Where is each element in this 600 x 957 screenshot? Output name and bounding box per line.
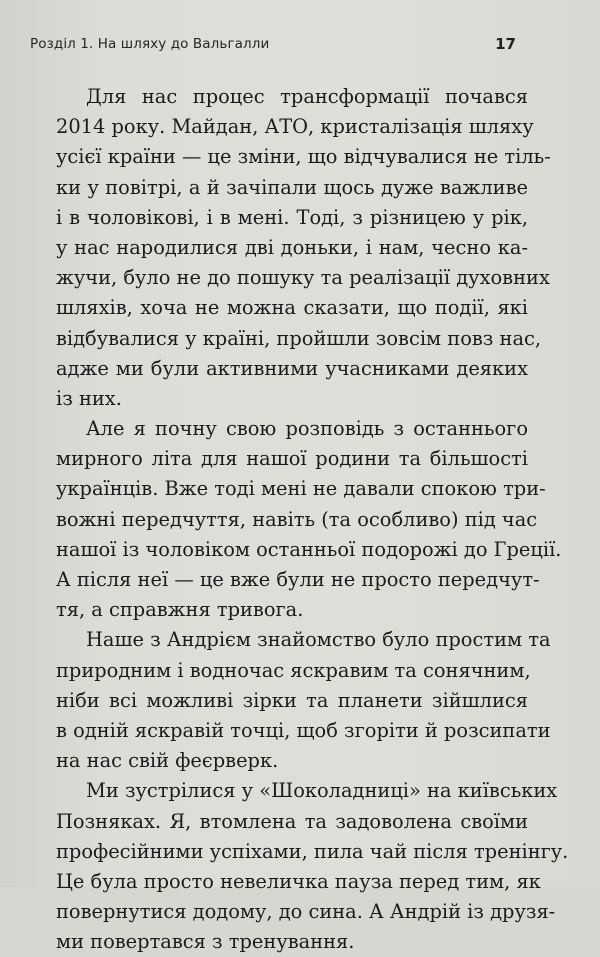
text-line: А після неї — це вже були не просто передчут- [56,568,540,591]
paragraph-2 [56,414,562,625]
text-line: Але я почну свою розповідь з останнього [86,417,528,441]
text-line: і в чоловікові, і в мені. Тоді, з різницею у рік, [56,205,528,229]
text-line: відбувалися у країні, пройшли зовсім повз нас, [56,326,542,350]
text-line: повернутися додому, до сина. А Андрій із друзя- [56,900,556,924]
text-line: ми повертався з тренування. [56,930,355,954]
text-line: на нас свій феєрверк. [56,749,279,773]
text-line: Для нас процес трансформації почався [86,85,528,108]
paragraph-3 [56,625,551,776]
text-line: в одній яскравій точці, щоб згоріти й розсипати [56,718,551,742]
text-line: Це була просто невеличка пауза перед тим, як [56,869,541,893]
text-line: із них. [56,386,122,410]
text-line: 2014 року. Майдан, АТО, кристалізація шляху [56,115,534,139]
running-header [30,36,516,56]
text-line: адже ми були активними учасниками деяких [56,356,528,380]
text-line: Наше з Андрієм знайомство було простим та [86,628,551,652]
text-line: професійними успіхами, пила чай після тренінгу. [56,839,569,863]
text-line: Ми зустрілися у «Шоколадниці» на київських [86,779,558,803]
text-line: мирного літа для нашої родини та більшості [56,447,528,471]
text-line: вожні передчуття, навіть (та особливо) під час [56,507,538,531]
text-line: природним і водночас яскравим та сонячним, [56,658,531,682]
body-text [56,82,569,957]
text-line: тя, а справжня тривога. [56,598,304,622]
text-line: у нас народилися дві доньки, і нам, чесно ка- [56,235,528,259]
page-number: 17 [495,35,516,53]
text-line: ніби всі можливі зірки та планети зійшлися [56,688,528,712]
text-line: українців. Вже тоді мені не давали спокою три- [56,477,546,501]
text-line: жучи, було не до пошуку та реалізації духовних [56,266,550,290]
text-line: усієї країни — це зміни, що відчувалися не тіль- [56,145,551,169]
text-line: шляхів, хоча не можна сказати, що події, які [56,296,528,320]
paragraph-1 [56,82,551,414]
text-line: Позняках. Я, втомлена та задоволена своїми [56,809,528,833]
text-line: ки у повітрі, а й зачіпали щось дуже важливе [56,175,528,199]
paragraph-4 [56,776,569,957]
chapter-title: Розділ 1. На шляху до Вальгалли [30,36,270,52]
text-line: нашої із чоловіком останньої подорожі до Греції. [56,537,562,561]
